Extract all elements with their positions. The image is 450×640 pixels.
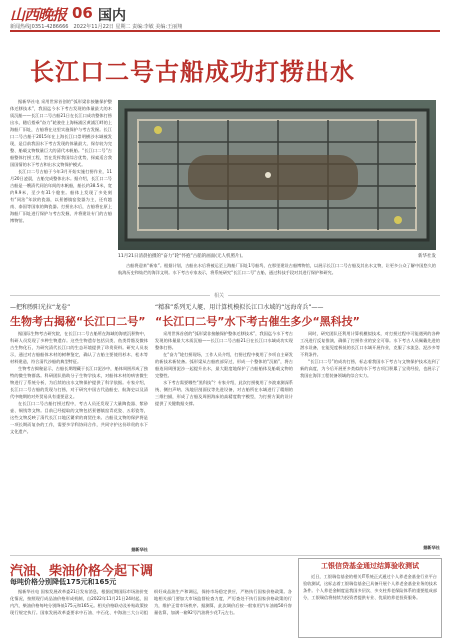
right-article-paragraph: 同时，研究团队还利用计算机模拟技术，对打捞过程中可能遇到的各种工况进行反复推演，确保了打捞作业的安全可靠。水下考古人员佩戴先进的潜水设备，在能见度极低的长江口水域开展作业，克服了水流急、泥沙多等不利条件。 — [300, 331, 440, 357]
right-article-credit: 据新华社 — [423, 545, 440, 550]
right-article-paragraph: 在“奋力”轮打捞现场，工作人员介绍，打捞过程中使用了多项自主研发的新技术新装备。弧形梁从古船底部穿过，形成一个整体的“沉箱”，将古船连同周围泥沙一起提升出水，最大限度地保护了古船船体及船载文物的完整性。 — [155, 352, 293, 378]
right-article-paragraph: 水下考古需要哪些“黑科技”？专家介绍，此次打捞使用了多波束测深系统、侧扫声呐、浅地层剖面仪等先进设备，对古船所在水域进行了精细的三维扫描，形成了古船及周围海床的高精度数字模型，为打捞方案的设计提供了关键数据支撑。 — [155, 380, 293, 406]
fund-news-title: 工银信贷基金通过结算验收测试 — [321, 562, 419, 570]
left-article-body — [10, 330, 148, 545]
lead-paragraph: 据新华社电 采用世界首创的“弧形梁非接触保护整体迁移技术”，我国迄今水下考古发现的体量最大的木质沉船——长江口二号古船21日在长江口成功整体打捞出水，随后搭乘“奋力”轮驶往上海杨浦区黄浦江畔的上海船厂旧址，古船将在这里实施保护与考古发掘。长江口二号古船于2015年在上海长江口崇明横沙水域被发现，是目前我国水下考古发现的体量最大、保存较为完整、船载文物数量巨大的清代木帆船。“长江口二号”古船整体打捞工程，旨在发挥我国综合优势，探索适合我国国情的水下考古和出水文物保护模式。 — [10, 99, 112, 167]
ship-salvage-photo — [118, 100, 436, 250]
right-article-title: “长江口二号”水下考古催生多少“黑科技” — [155, 315, 360, 328]
fund-news-body — [299, 571, 441, 635]
fund-news-box — [298, 558, 442, 638]
lead-article-continued — [118, 262, 436, 288]
lead-paragraph: 长江口二号古船于今年3月开始实施打捞作业，11月20日凌晨，古船完成整体出水。据介绍，长江口二号古船是一艘清代同治年间的木帆船，船长约38.5米，宽约9.9米，至少有31个舱室。船体上发现了多处刻有“同治”年款的瓷器，以景德镇窑瓷器为主，还有越南、泰国等国家的陶瓷器。打捞出水后，古船将在原上海船厂旧址进行保护与考古发掘，并将建设专门的古船博物馆。 — [10, 169, 112, 223]
left-article-title: 生物考古揭秘“长江口二号” — [10, 315, 146, 328]
oil-article-title: 汽油、柴油价格今起下调 — [10, 564, 154, 579]
oil-article-paragraph: 据新华社电 国家发展改革委21日发布消息，根据近期国际市场油价变化情况，按照现行成品油价格形成机制，自2022年11月21日24时起，国内汽、柴油价格每吨分别降低175元和165元。相关价格联动及补贴政策按现行规定执行。国家发展改革委要求中石油、中石化、中海油三大公司组织好成品油生产和调运，保持市场稳定供应，严格执行国家价格政策。各地相关部门要加大市场监督检查力度，严厉查处不执行国家价格政策的行为，维护正常市场秩序。据测算，此次调价后按一般家用汽车油箱50升容量估算，加满一箱92号汽油将少花7元左右。 — [10, 589, 292, 615]
left-article — [10, 302, 148, 329]
related-label: 相关 — [210, 292, 228, 299]
left-article-kicker: —把和煦阳光拉“龙卷” — [10, 304, 71, 311]
right-article — [155, 302, 440, 329]
masthead-meta: 新闻热线|0351-4286666 2022年11月22日 星期二 责编:李敏 美编:王丽翔 — [10, 24, 183, 30]
caption-text: 11月21日清晨拍摄的“奋力”轮“怀抱”古船的画面(无人机照片)。 — [118, 254, 246, 259]
right-article-body-col2 — [300, 330, 440, 542]
page-headline: 长江口二号古船成功打捞出水 — [30, 58, 355, 86]
fund-news-paragraph: 近日，工银瑞信基金的相关IT系统正式通过个人养老金基金行业平台验收测试，这标志着工银瑞信基金已具备开展个人养老金基金业务的技术条件。个人养老金制度是我国多层次、多支柱养老保险体系的重要组成部分，工银瑞信将持续为投资者提供专业、优质的养老投资服务。 — [303, 574, 438, 600]
page-number: 06 — [72, 4, 93, 22]
right-article-paragraph: 采用世界首创的“弧形梁非接触保护整体迁移技术”，我国迄今水下考古发现的体量最大木质沉船——长江口二号古船21日在长江口水域成功实现整体打捞。 — [155, 331, 293, 350]
lead-article-column — [10, 98, 112, 286]
lead-paragraph: 古船将迎来“新家”。根据计划，古船出水后将被运至上海船厂旧址1号船坞，在那里建设古船博物馆，以展示长江口二号古船及其出水文物，让更多公众了解中国悠久的航海历史和灿烂的海洋文明。水下考古专家表示，将系统研究“长江口二号”古船，通过科技手段对其进行保护和研究。 — [118, 263, 436, 275]
bottom-divider — [10, 555, 440, 556]
ship-photo-illustration — [118, 100, 436, 250]
left-article-credit: 据新华社 — [131, 547, 148, 552]
left-article-paragraph: 在长江口二号古船打捞过程中，考古人员还发现了大量陶瓷器、紫砂壶、铜钱等文物。目前已经提取的文物包括景德镇窑青花瓷、五彩瓷等，这些文物反映了清代长江口地区繁荣的商贸往来。古船及文物的保护将是一项长期而复杂的工作，需要多学科协同合作，共同守护这份珍贵的水下文化遗产。 — [10, 401, 148, 434]
left-article-paragraph: 据国际生物考古研究院，在长江口二号古船所在海域的海底沉积物中，科研人员发现了多种生物遗存。这些生物遗存包括贝类、鱼类骨骼及微体古生物化石，为研究清代长江口的生态环境提供了珍贵资料。研究人员表示，通过对古船船体木材的树种鉴定，确认了古船主要使用杉木、松木等材料建造，符合清代沙船的典型特征。 — [10, 331, 148, 364]
masthead — [10, 4, 440, 32]
right-article-paragraph: “长江口二号”的成功打捞，标志着我国水下考古与文物保护技术达到了新的高度，为今后开展更多类似的水下考古项目积累了宝贵经验，也展示了我国在海洋工程装备领域的综合实力。 — [300, 359, 440, 378]
right-article-body-col1 — [155, 330, 293, 552]
left-article-paragraph: 生物考古揭秘显示，古船长期埋藏于长江口泥沙中，船体周围形成了独特的微生物群落。科研团队借助分子生物学技术，对船体木材的病害微生物进行了系统分析，为后续的出水文物保护提供了科学依据。专家介绍，长江口二号古船的发现与打捞，对于研究中国古代造船史、航海史以及清代中晚期的对外贸易具有重要意义。 — [10, 366, 148, 399]
right-article-kicker: “精准”系列无人艇、用计算机模拟长江口水域的“远海奇兵”—— — [155, 304, 324, 311]
newspaper-logo: 山西晚报 — [10, 6, 67, 24]
photo-caption — [118, 253, 436, 259]
section-name: 国内 — [98, 8, 126, 24]
oil-article-body — [10, 588, 292, 632]
photo-credit: 新华社发 — [418, 254, 436, 259]
oil-article-subtitle: 每吨价格分别降低175元和165元 — [10, 578, 117, 586]
